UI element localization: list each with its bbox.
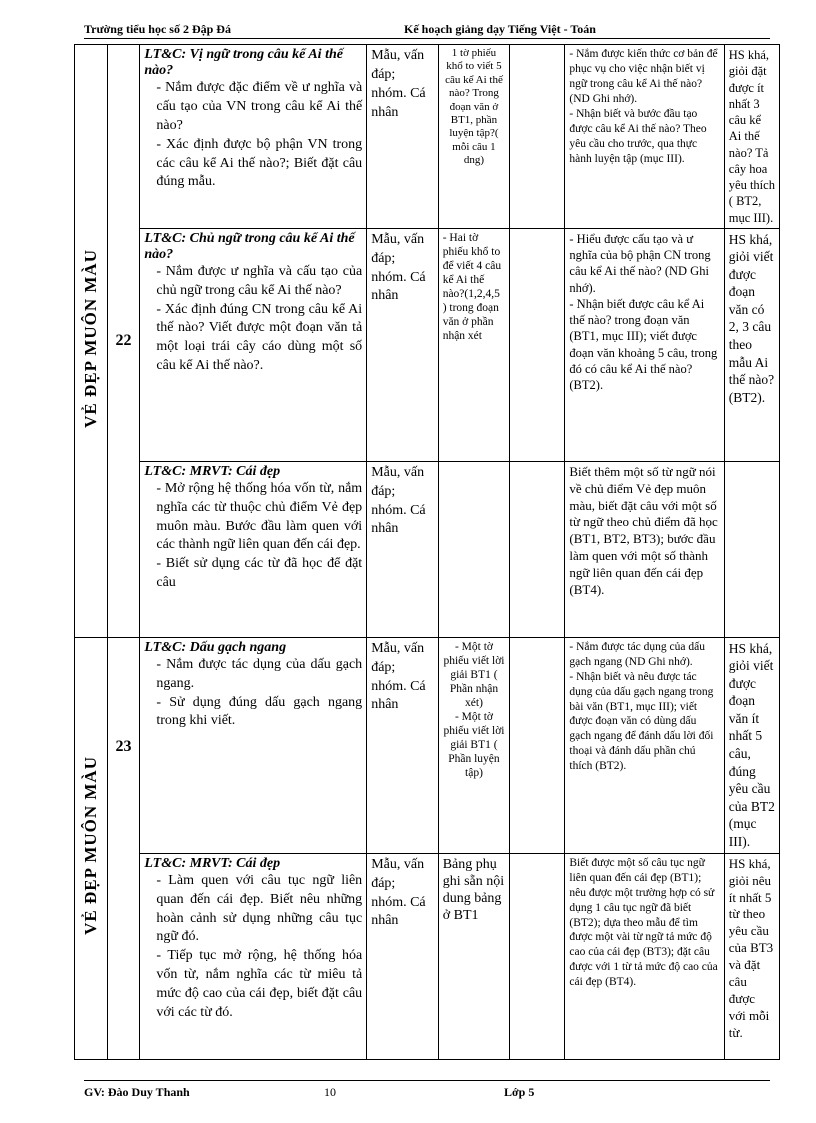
page-footer <box>84 1080 770 1101</box>
lesson-cell <box>140 637 367 853</box>
empty-cell <box>510 228 565 461</box>
document-title: Kế hoạch giảng dạy Tiếng Việt - Toán <box>404 22 596 36</box>
empty-cell <box>510 637 565 853</box>
equipment-cell: - Hai tờ phiếu khổ to để viết 4 câu kể Ai thế nào?(1,2,4,5 ) trong đoạn văn ở phần nhận xét <box>438 228 510 461</box>
grade-label: Lớp 5 <box>504 1085 535 1099</box>
table-row <box>75 853 780 1059</box>
lesson-cell <box>140 228 367 461</box>
school-name: Trường tiểu học số 2 Đập Đá <box>84 22 231 36</box>
table-row <box>75 461 780 637</box>
lesson-cell <box>140 853 367 1059</box>
note-cell: HS khá, giỏi viết được đoạn văn có 2, 3 câu theo mẫu Ai thế nào? (BT2). <box>724 228 779 461</box>
lesson-title: LT&C: MRVT: Cái đẹp <box>144 855 281 871</box>
requirement-cell: - Nắm được kiến thức cơ bản để phục vụ cho việc nhận biết vị ngữ trong câu kể Ai thế nào? (ND Ghi nhớ). - Nhận biết và bước đầu tạo được câu kể Ai thế nào? Theo yêu cầu cho trước, qua thực hành luyện tập (mục III). <box>565 45 724 229</box>
lesson-plan-table <box>74 44 780 1060</box>
week-number: 22 <box>115 331 132 349</box>
requirement-cell: - Nắm được tác dụng của dấu gạch ngang (ND Ghi nhớ). - Nhận biết và nêu được tác dụng của dấu gạch ngang trong bài văn (BT1, mục III); viết được đoạn văn có dùng dấu gạch ngang để đánh dấu lời đối thoại và đánh dấu phần chú thích (BT2). <box>565 637 724 853</box>
theme-cell <box>75 637 108 1059</box>
lesson-objective: - Biết sử dụng các từ đã học để đặt câu <box>156 556 363 591</box>
table-row <box>75 228 780 461</box>
method-cell: Mẫu, vấn đáp; nhóm. Cá nhân <box>367 637 439 853</box>
lesson-objective: - Xác định đúng CN trong câu kể Ai thế nào? Viết được một đoạn văn tả một loại trái cây cáo dùng một số câu kể Ai thế nào?. <box>156 301 363 374</box>
requirement-cell: Biết thêm một số từ ngữ nói về chủ điểm Vẻ đẹp muôn màu, biết đặt câu với một số từ ngữ theo chủ điểm đã học (BT1, BT2, BT3); bước đầu làm quen với một số thành ngữ liên quan đến cái đẹp (BT4). <box>565 461 724 637</box>
note-cell <box>724 461 779 637</box>
empty-cell <box>510 45 565 229</box>
page-header <box>84 20 770 39</box>
empty-cell <box>510 461 565 637</box>
note-cell: HS khá, giỏi viết được đoạn văn ít nhất 5 câu, đúng yêu cầu của BT2 (mục III). <box>724 637 779 853</box>
method-cell: Mẫu, vấn đáp; nhóm. Cá nhân <box>367 461 439 637</box>
equipment-cell: - Một tờ phiếu viết lời giải BT1 ( Phần nhận xét) - Một tờ phiếu viết lời giải BT1 ( Phần luyện tập) <box>438 637 510 853</box>
week-cell <box>107 45 140 638</box>
lesson-objective: - Làm quen với câu tục ngữ liên quan đến cái đẹp. Biết nêu những hoàn cảnh sử dụng những câu tục ngữ đó. <box>156 872 363 945</box>
lesson-cell <box>140 45 367 229</box>
equipment-cell <box>438 461 510 637</box>
requirement-cell: - Hiểu được cấu tạo và ư nghĩa của bộ phận CN trong câu kể Ai thế nào? (ND Ghi nhớ). - Nhận biết được câu kể Ai thế nào? trong đoạn văn (BT1, mục III); viết được đoạn văn khoảng 5 câu, trong đó có câu kể Ai thế nào? (BT2). <box>565 228 724 461</box>
lesson-objective: - Tiếp tục mở rộng, hệ thống hóa vốn từ, nắm nghĩa các từ miêu tả mức độ cao của cái đẹp, biết đặt câu với các từ đó. <box>156 948 363 1020</box>
theme-cell <box>75 45 108 638</box>
method-cell: Mẫu, vấn đáp; nhóm. Cá nhân <box>367 45 439 229</box>
equipment-cell: Bảng phụ ghi sẵn nội dung bảng ở BT1 <box>438 853 510 1059</box>
lesson-title: LT&C: Vị ngữ trong câu kể Ai thế nào? <box>144 47 343 78</box>
lesson-title: LT&C: MRVT: Cái đẹp <box>144 463 281 479</box>
teacher-name: GV: Đào Duy Thanh <box>84 1085 190 1099</box>
note-cell: HS khá, giỏi đặt được ít nhất 3 câu kể Ai thế nào? Tả cây hoa yêu thích ( BT2, mục III). <box>724 45 779 229</box>
page-number: 10 <box>324 1085 336 1099</box>
lesson-cell <box>140 461 367 637</box>
method-cell: Mẫu, vấn đáp; nhóm. Cá nhân <box>367 228 439 461</box>
week-cell <box>107 637 140 1059</box>
lesson-objective: - Mở rộng hệ thống hóa vốn từ, nắm nghĩa các từ thuộc chủ điểm Vẻ đẹp muôn màu. Bước đầu làm quen với các thành ngữ liên quan đến cái đẹp. <box>156 480 363 553</box>
lesson-objective: - Sử dụng đúng dấu gạch ngang trong khi viết. <box>156 694 363 729</box>
table-row <box>75 637 780 853</box>
theme-label: VẺ ĐẸP MUÔN MÀU <box>80 756 100 936</box>
theme-label: VẺ ĐẸP MUÔN MÀU <box>80 248 100 428</box>
note-cell: HS khá, giỏi nêu ít nhất 5 từ theo yêu cầu của BT3 và đặt câu được với mỗi từ. <box>724 853 779 1059</box>
lesson-title: LT&C: Dấu gạch ngang <box>144 639 287 655</box>
lesson-objective: - Xác định được bộ phận VN trong các câu kể Ai thế nào?; Biết đặt câu đúng mẫu. <box>156 136 363 190</box>
lesson-objective: - Nắm được ư nghĩa và cấu tạo của chủ ngữ trong câu kể Ai thế nào? <box>156 263 363 298</box>
method-cell: Mẫu, vấn đáp; nhóm. Cá nhân <box>367 853 439 1059</box>
equipment-cell: 1 tờ phiếu khổ to viết 5 câu kể Ai thế nào? Trong đoạn văn ở BT1, phần luyện tập?( mỗi câu 1 dng) <box>438 45 510 229</box>
week-number: 23 <box>115 737 132 755</box>
lesson-objective: - Nắm được tác dụng của dấu gạch ngang. <box>156 656 363 691</box>
lesson-objective: - Nắm được đặc điểm về ư nghĩa và cấu tạo của VN trong câu kể Ai thế nào? <box>156 80 363 133</box>
lesson-title: LT&C: Chủ ngữ trong câu kể Ai thế nào? <box>144 230 355 262</box>
table-row <box>75 45 780 229</box>
empty-cell <box>510 853 565 1059</box>
requirement-cell: Biết được một số câu tục ngữ liên quan đến cái đẹp (BT1); nêu được một trường hợp có sử dụng 1 câu tục ngữ đã biết (BT2); dựa theo mẫu để tìm được một vài từ ngữ tả mức độ cao của cái đẹp (BT3); đặt câu được với 1 từ tả mức độ cao của cái đẹp (BT4). <box>565 853 724 1059</box>
